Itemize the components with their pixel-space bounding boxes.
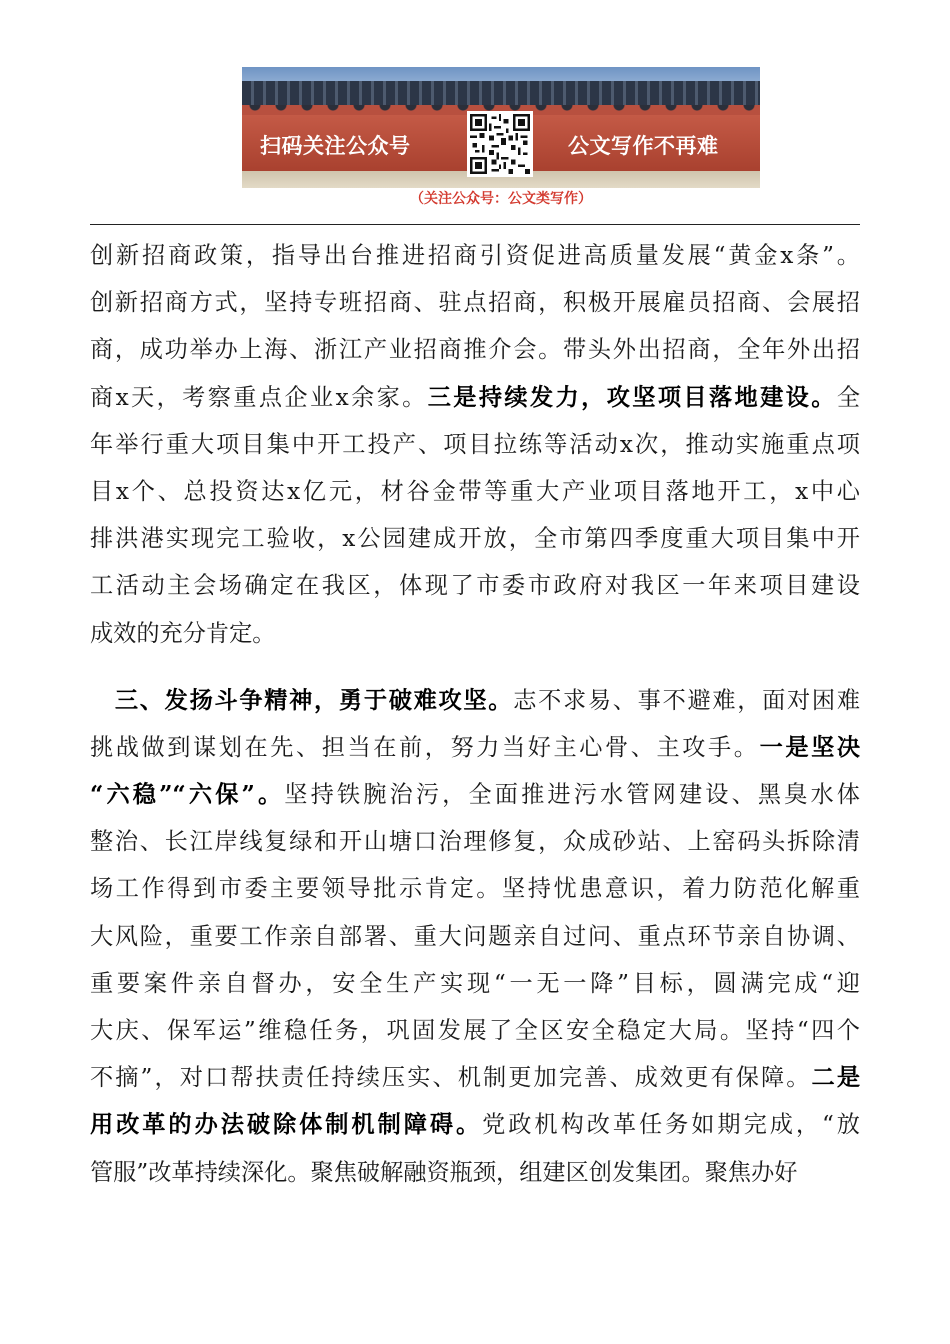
body-text: 目x个、总投资达x亿元，材谷金带等重大产业项目落地开工，x中心 <box>90 477 860 505</box>
body-text: 管服”改革持续深化。聚焦破解融资瓶颈，组建区创发集团。聚焦办好 <box>90 1158 798 1186</box>
body-text: 创新招商政策，指导出台推进招商引资促进高质量发展“黄金x条”。 <box>90 242 860 269</box>
text-line <box>90 771 860 818</box>
text-line <box>90 326 860 373</box>
text-line <box>90 562 860 609</box>
text-line <box>90 232 860 279</box>
bold-heading-text: 三是持续发力，攻坚项目落地建设。 <box>427 383 837 411</box>
text-line <box>90 913 860 960</box>
body-text: 整治、长江岸线复绿和开山塘口治理修复，众成砂站、上窑码头拆除清 <box>90 828 860 856</box>
text-line <box>90 515 860 562</box>
body-text: 坚持铁腕治污，全面推进污水管网建设、黑臭水体 <box>284 781 860 809</box>
body-text: 重要案件亲自督办，安全生产实现“一无一降”目标，圆满完成“迎 <box>90 969 860 997</box>
body-text: 年举行重大项目集中开工投产、项目拉练等活动x次，推动实施重点项 <box>90 430 860 458</box>
bold-heading-text: “六稳”“六保”。 <box>90 781 285 809</box>
body-text: 成效的充分肯定。 <box>90 619 276 647</box>
text-line <box>90 468 860 515</box>
paragraph-gap <box>90 657 860 677</box>
bold-heading-text: 三、发扬斗争精神，勇于破难攻坚。 <box>90 686 514 714</box>
banner-caption: （关注公众号：公文类写作） <box>410 191 592 207</box>
bold-heading-text: 一是坚决 <box>759 733 860 761</box>
body-text: 大风险，重要工作亲自部署、重大问题亲自过问、重点环节亲自协调、 <box>90 922 860 950</box>
body-text: 志不求易、事不避难，面对困难 <box>513 686 860 714</box>
text-line <box>90 1054 860 1101</box>
text-line <box>90 1101 860 1148</box>
body-text: 创新招商方式，坚持专班招商、驻点招商，积极开展雇员招商、会展招 <box>90 289 860 317</box>
body-text: 挑战做到谋划在先、担当在前，努力当好主心骨、主攻手。 <box>90 733 760 761</box>
qr-code-icon[interactable] <box>467 111 533 177</box>
text-line <box>90 1007 860 1054</box>
body-text: 工活动主会场确定在我区，体现了市委市政府对我区一年来项目建设 <box>90 572 860 600</box>
text-line <box>90 610 860 657</box>
banner-roof <box>242 81 760 108</box>
body-text: 党政机构改革任务如期完成，“放 <box>482 1111 860 1139</box>
banner-right-text: 公文写作不再难 <box>568 134 719 158</box>
body-text: 商x天，考察重点企业x余家。 <box>90 383 428 411</box>
body-text: 场工作得到市委主要领导批示肯定。坚持忧患意识，着力防范化解重 <box>90 875 860 903</box>
text-line <box>90 960 860 1007</box>
text-line <box>90 279 860 326</box>
header-banner <box>242 67 760 188</box>
text-line <box>90 724 860 771</box>
text-line <box>90 677 860 724</box>
header-divider <box>90 224 860 225</box>
text-line <box>90 1149 860 1196</box>
body-text: 排洪港实现完工验收，x公园建成开放，全市第四季度重大项目集中开 <box>90 525 860 553</box>
body-text: 不摘”，对口帮扶责任持续压实、机制更加完善、成效更有保障。 <box>90 1064 812 1092</box>
text-line <box>90 865 860 912</box>
bold-heading-text: 二是 <box>811 1064 860 1092</box>
body-text: 大庆、保军运”维稳任务，巩固发展了全区安全稳定大局。坚持“四个 <box>90 1017 860 1044</box>
paragraph <box>90 677 860 1196</box>
paragraph <box>90 232 860 657</box>
banner-left-text: 扫码关注公众号 <box>260 134 411 158</box>
document-body <box>90 232 860 1196</box>
body-text: 商，成功举办上海、浙江产业招商推介会。带头外出招商，全年外出招 <box>90 336 860 364</box>
text-line <box>90 374 860 421</box>
body-text: 全 <box>836 383 860 411</box>
bold-heading-text: 用改革的办法破除体制机制障碍。 <box>90 1111 483 1139</box>
text-line <box>90 421 860 468</box>
text-line <box>90 818 860 865</box>
